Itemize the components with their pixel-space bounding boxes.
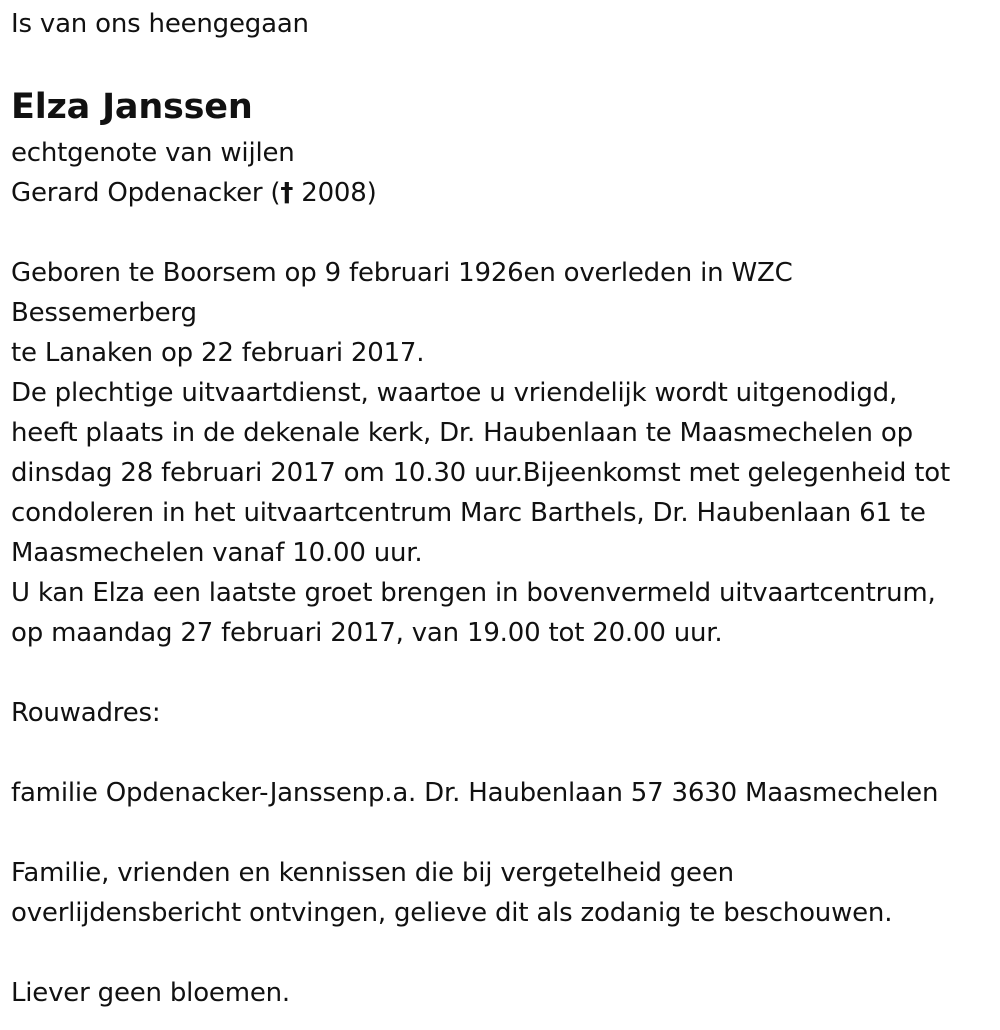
- details-block: [11, 253, 950, 653]
- spouse-death-year: 2008): [293, 178, 377, 208]
- cross-icon: †: [280, 178, 294, 208]
- details-line: condoleren in het uitvaartcentrum Marc Barthels, Dr. Haubenlaan 61 te: [11, 498, 926, 528]
- details-line: heeft plaats in de dekenale kerk, Dr. Haubenlaan te Maasmechelen op: [11, 418, 913, 448]
- rouwadres-address-block: [11, 773, 938, 813]
- spouse-line: [11, 173, 377, 213]
- details-line: Maasmechelen vanaf 10.00 uur.: [11, 538, 423, 568]
- details-line: Geboren te Boorsem op 9 februari 1926en overleden in WZC: [11, 258, 793, 288]
- spouse-block: [11, 133, 377, 213]
- notice-line: overlijdensbericht ontvingen, gelieve dit als zodanig te beschouwen.: [11, 898, 893, 928]
- rouwadres-address: familie Opdenacker-Janssenp.a. Dr. Haubenlaan 57 3630 Maasmechelen: [11, 778, 939, 808]
- details-line: U kan Elza een laatste groet brengen in bovenvermeld uitvaartcentrum,: [11, 578, 936, 608]
- deceased-name: Elza Janssen: [11, 87, 253, 127]
- closing-block: [11, 973, 290, 1013]
- relation-text: echtgenote van wijlen: [11, 138, 295, 168]
- details-line: dinsdag 28 februari 2017 om 10.30 uur.Bijeenkomst met gelegenheid tot: [11, 458, 950, 488]
- spouse-name: Gerard Opdenacker (: [11, 178, 281, 208]
- details-line: Bessemerberg: [11, 298, 197, 328]
- details-line: op maandag 27 februari 2017, van 19.00 tot 20.00 uur.: [11, 618, 723, 648]
- intro-text: Is van ons heengegaan: [11, 9, 309, 39]
- rouwadres-label: Rouwadres:: [11, 698, 161, 728]
- notice-block: [11, 853, 892, 933]
- rouwadres-label-block: [11, 693, 160, 733]
- closing-text: Liever geen bloemen.: [11, 978, 290, 1008]
- notice-line: Familie, vrienden en kennissen die bij vergetelheid geen: [11, 858, 734, 888]
- details-line: De plechtige uitvaartdienst, waartoe u vriendelijk wordt uitgenodigd,: [11, 378, 898, 408]
- details-line: te Lanaken op 22 februari 2017.: [11, 338, 425, 368]
